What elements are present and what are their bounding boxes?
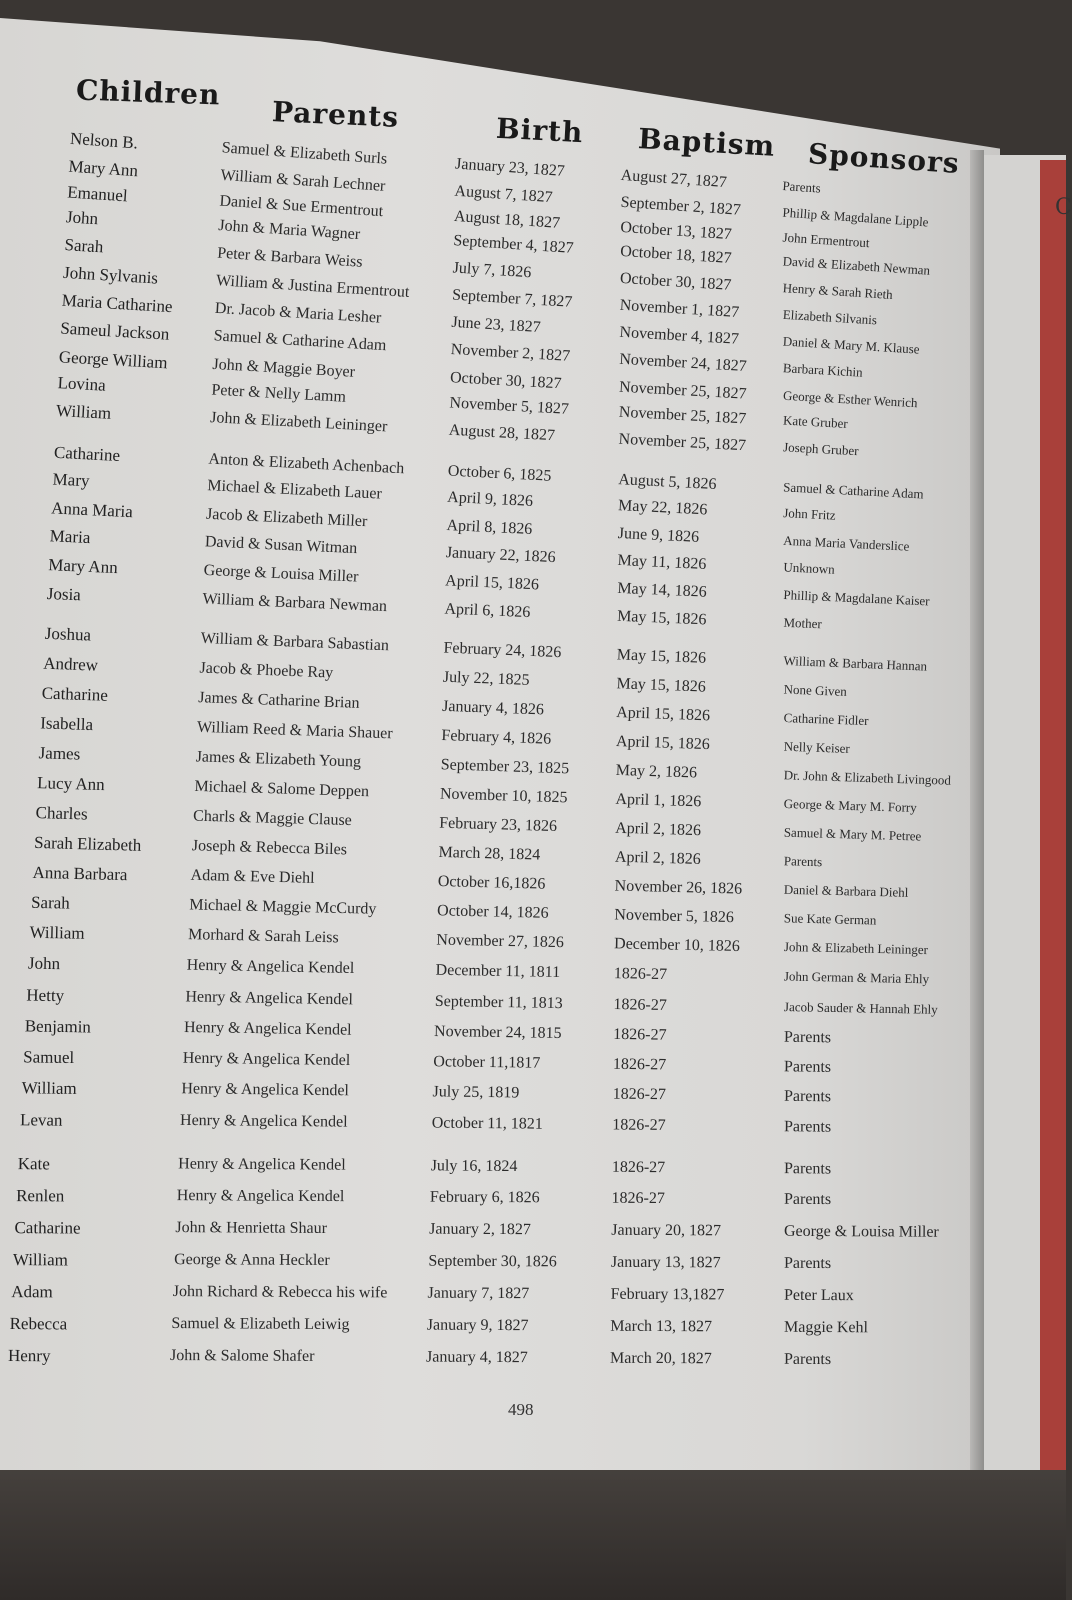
cell-sponsors: Jacob Sauder & Hannah Ehly	[783, 999, 938, 1017]
table-row	[0, 1250, 1000, 1282]
facing-page-text: C	[1055, 195, 1072, 220]
cell-parents: Henry & Angelica Kendel	[176, 1187, 345, 1206]
cell-child: Sarah Elizabeth	[33, 832, 142, 855]
cell-sponsors: George & Louisa Miller	[783, 1222, 939, 1241]
cell-child: Lovina	[57, 373, 107, 395]
cell-baptism: April 2, 1826	[614, 848, 701, 868]
cell-child: Josia	[46, 583, 82, 605]
cell-birth: January 9, 1827	[426, 1316, 529, 1335]
cell-sponsors: John Ermentrout	[782, 229, 870, 251]
cell-sponsors: John German & Maria Ehly	[783, 968, 930, 987]
cell-child: William	[21, 1078, 77, 1098]
header-parents: Parents	[271, 95, 400, 134]
cell-birth: October 11, 1821	[431, 1114, 543, 1133]
cell-child: William	[12, 1250, 68, 1270]
cell-child: William	[55, 400, 112, 423]
cell-birth: January 22, 1826	[445, 544, 556, 567]
cell-child: Rebecca	[9, 1314, 68, 1334]
cell-parents: John & Salome Shafer	[169, 1347, 315, 1365]
cell-child: Catharine	[14, 1218, 81, 1238]
cell-sponsors: Samuel & Mary M. Petree	[783, 824, 922, 844]
cell-parents: Charls & Maggie Clause	[192, 807, 353, 830]
page-number: 498	[508, 1400, 534, 1419]
cell-sponsors: Catharine Fidler	[783, 710, 869, 729]
cell-baptism: November 24, 1827	[618, 350, 748, 376]
cell-baptism: November 25, 1827	[618, 430, 747, 455]
cell-birth: January 7, 1827	[427, 1284, 530, 1303]
cell-child: Mary	[52, 469, 90, 491]
cell-birth: October 11,1817	[433, 1053, 541, 1072]
cell-parents: John Richard & Rebecca his wife	[172, 1283, 388, 1302]
cell-parents: John & Maria Wagner	[217, 217, 361, 244]
cell-child: Renlen	[16, 1186, 65, 1206]
cell-child: Adam	[11, 1282, 53, 1302]
cell-sponsors: William & Barbara Hannan	[783, 652, 928, 674]
cell-sponsors: Parents	[783, 1058, 832, 1076]
cell-birth: December 11, 1811	[435, 961, 561, 982]
cell-sponsors: George & Mary M. Forry	[783, 795, 917, 816]
cell-baptism: 1826-27	[612, 1085, 667, 1104]
cell-birth: August 18, 1827	[453, 207, 561, 232]
cell-birth: January 4, 1826	[441, 697, 545, 719]
cell-baptism: October 18, 1827	[619, 242, 733, 268]
table-row	[0, 1282, 1000, 1314]
cell-child: George William	[58, 347, 168, 373]
table-row	[0, 1154, 1000, 1188]
table-row	[0, 1314, 1000, 1346]
cell-sponsors: Barbara Kichin	[782, 360, 864, 380]
cell-birth: April 6, 1826	[444, 600, 531, 622]
cell-parents: Peter & Nelly Lamm	[211, 381, 347, 406]
cell-parents: Anton & Elizabeth Achenbach	[208, 450, 405, 478]
cell-sponsors: Elizabeth Silvanis	[782, 306, 878, 328]
cell-sponsors: Daniel & Mary M. Klause	[782, 333, 920, 357]
cell-child: Catharine	[53, 442, 121, 466]
header-birth: Birth	[495, 111, 585, 150]
table-row	[0, 1218, 1000, 1250]
cell-baptism: October 30, 1827	[619, 269, 732, 294]
cell-sponsors: Parents	[783, 1254, 832, 1273]
cell-sponsors: David & Elizabeth Newman	[782, 253, 931, 278]
cell-baptism: May 14, 1826	[617, 579, 708, 601]
cell-baptism: 1826-27	[613, 996, 667, 1014]
cell-birth: November 5, 1827	[449, 394, 570, 418]
cell-sponsors: Dr. John & Elizabeth Livingood	[783, 767, 952, 788]
cell-parents: Henry & Angelica Kendel	[181, 1080, 350, 1100]
cell-parents: Daniel & Sue Ermentrout	[218, 192, 384, 221]
cell-baptism: November 26, 1826	[614, 877, 743, 898]
cell-child: Kate	[17, 1154, 50, 1174]
cell-parents: James & Elizabeth Young	[195, 748, 362, 771]
cell-birth: February 4, 1826	[441, 727, 552, 748]
cell-birth: October 6, 1825	[447, 462, 552, 485]
cell-baptism: January 20, 1827	[611, 1221, 722, 1240]
cell-sponsors: None Given	[783, 681, 848, 699]
cell-birth: August 7, 1827	[454, 182, 554, 207]
cell-baptism: March 13, 1827	[610, 1317, 713, 1336]
cell-parents: William & Barbara Newman	[202, 590, 388, 616]
cell-sponsors: John & Elizabeth Leininger	[783, 938, 929, 958]
cell-birth: February 6, 1826	[429, 1188, 540, 1207]
cell-birth: July 16, 1824	[430, 1157, 518, 1176]
cell-child: Benjamin	[24, 1016, 92, 1037]
header-baptism: Baptism	[637, 122, 777, 163]
cell-parents: William Reed & Maria Shauer	[196, 718, 393, 743]
cell-baptism: September 2, 1827	[620, 193, 742, 219]
cell-child: Maria	[49, 526, 91, 548]
cell-parents: Henry & Angelica Kendel	[183, 1018, 352, 1039]
cell-birth: August 28, 1827	[448, 421, 556, 445]
cell-sponsors: Parents	[783, 1028, 832, 1047]
cell-baptism: May 15, 1826	[616, 646, 707, 667]
cell-sponsors: Sue Kate German	[783, 910, 877, 928]
cell-sponsors: Parents	[781, 178, 822, 196]
cell-parents: Henry & Angelica Kendel	[186, 956, 355, 977]
cell-sponsors: Henry & Sarah Rieth	[782, 280, 894, 302]
cell-baptism: November 25, 1827	[618, 403, 747, 428]
cell-parents: Samuel & Elizabeth Surls	[221, 139, 388, 168]
header-children: Children	[75, 73, 221, 112]
cell-child: Joshua	[44, 623, 92, 645]
cell-birth: October 30, 1827	[449, 369, 562, 393]
cell-birth: January 2, 1827	[429, 1220, 531, 1239]
cell-birth: November 2, 1827	[450, 341, 571, 365]
cell-baptism: March 20, 1827	[609, 1349, 712, 1368]
cell-child: Maria Catharine	[61, 290, 174, 317]
cell-child: Nelson B.	[69, 128, 139, 153]
cell-baptism: December 10, 1826	[613, 935, 740, 956]
cell-sponsors: Mother	[783, 614, 823, 632]
cell-parents: Peter & Barbara Weiss	[216, 244, 364, 271]
cell-baptism: April 15, 1826	[615, 704, 711, 725]
cell-sponsors: John Fritz	[782, 505, 837, 523]
cell-baptism: January 13, 1827	[610, 1253, 721, 1272]
cell-birth: January 4, 1827	[425, 1348, 528, 1367]
cell-child: Mary Ann	[68, 156, 139, 181]
table-row	[0, 1346, 1000, 1378]
cell-sponsors: Nelly Keiser	[783, 738, 851, 756]
cell-baptism: May 11, 1826	[617, 551, 707, 573]
cell-baptism: 1826-27	[611, 1158, 666, 1177]
cell-sponsors: Parents	[783, 1160, 832, 1178]
cell-parents: Michael & Salome Deppen	[194, 777, 370, 801]
cell-baptism: May 15, 1826	[616, 607, 707, 629]
cell-birth: November 27, 1826	[436, 931, 565, 952]
cell-parents: Dr. Jacob & Maria Lesher	[214, 299, 382, 327]
cell-sponsors: Kate Gruber	[782, 412, 849, 432]
cell-baptism: October 13, 1827	[619, 218, 733, 244]
cell-birth: September 23, 1825	[440, 756, 570, 778]
cell-sponsors: Phillip & Magdalane Lipple	[782, 204, 930, 230]
cell-parents: Henry & Angelica Kendel	[182, 1049, 351, 1070]
cell-sponsors: Daniel & Barbara Diehl	[783, 881, 909, 900]
cell-parents: Jacob & Elizabeth Miller	[205, 505, 368, 531]
cell-child: Hetty	[26, 985, 65, 1006]
cell-baptism: August 5, 1826	[617, 471, 717, 494]
cell-parents: William & Sarah Lechner	[220, 166, 386, 195]
cell-baptism: April 15, 1826	[615, 732, 711, 754]
cell-parents: David & Susan Witman	[204, 533, 358, 558]
cell-sponsors: Unknown	[783, 559, 836, 577]
cell-birth: February 23, 1826	[439, 814, 558, 836]
cell-parents: William & Barbara Sabastian	[200, 629, 390, 655]
cell-child: John	[27, 953, 61, 974]
cell-parents: Henry & Angelica Kendel	[179, 1111, 348, 1131]
cell-birth: January 23, 1827	[454, 155, 566, 180]
cell-child: Charles	[35, 803, 88, 824]
cell-baptism: November 25, 1827	[618, 378, 747, 403]
cell-birth: April 15, 1826	[444, 572, 540, 594]
cell-parents: George & Louisa Miller	[203, 561, 359, 586]
cell-baptism: May 15, 1826	[616, 675, 707, 696]
cell-child: Samuel	[23, 1047, 75, 1068]
cell-parents: George & Anna Heckler	[174, 1251, 330, 1270]
cell-baptism: February 13,1827	[610, 1285, 725, 1304]
cell-sponsors: Phillip & Magdalane Kaiser	[783, 587, 930, 609]
cell-parents: Henry & Angelica Kendel	[178, 1155, 346, 1174]
cell-baptism: April 2, 1826	[614, 819, 702, 840]
cell-child: Sarah	[30, 892, 71, 913]
cell-baptism: 1826-27	[613, 965, 668, 984]
cell-sponsors: George & Esther Wenrich	[782, 387, 918, 411]
cell-sponsors: Parents	[783, 1118, 832, 1136]
cell-sponsors: Peter Laux	[783, 1286, 854, 1305]
cell-child: Levan	[19, 1110, 63, 1130]
cell-birth: April 9, 1826	[446, 488, 534, 510]
cell-child: Andrew	[42, 653, 99, 675]
cell-birth: September 7, 1827	[451, 286, 573, 311]
cell-child: Isabella	[39, 713, 94, 735]
cell-sponsors: Parents	[783, 1087, 832, 1106]
cell-sponsors: Maggie Kehl	[783, 1318, 869, 1337]
cell-baptism: November 4, 1827	[619, 323, 740, 348]
cell-sponsors: Parents	[783, 853, 823, 870]
cell-child: Anna Barbara	[32, 862, 128, 885]
cell-baptism: April 1, 1826	[615, 790, 702, 811]
cell-baptism: May 22, 1826	[617, 497, 708, 519]
cell-baptism: November 1, 1827	[619, 296, 740, 322]
cell-parents: James & Catharine Brian	[197, 689, 360, 712]
cell-child: James	[38, 743, 81, 764]
cell-baptism: 1826-27	[612, 1055, 667, 1074]
cell-baptism: June 9, 1826	[617, 525, 700, 546]
cell-parents: Henry & Angelica Kendel	[185, 988, 354, 1009]
cell-baptism: 1826-27	[613, 1025, 667, 1044]
cell-baptism: May 2, 1826	[615, 761, 698, 782]
cell-baptism: 1826-27	[612, 1116, 666, 1134]
cell-sponsors: Samuel & Catharine Adam	[782, 479, 924, 502]
cell-sponsors: Parents	[783, 1190, 832, 1209]
cell-parents: John & Elizabeth Leininger	[209, 409, 388, 436]
cell-sponsors: Anna Maria Vanderslice	[783, 532, 910, 554]
cell-parents: Morhard & Sarah Leiss	[187, 926, 339, 947]
cell-parents: William & Justina Ermentrout	[215, 272, 410, 301]
table-row	[0, 1186, 1000, 1218]
cell-parents: Samuel & Catharine Adam	[213, 327, 387, 355]
cell-child: Henry	[7, 1346, 51, 1366]
cell-birth: July 25, 1819	[432, 1083, 520, 1102]
cell-parents: Samuel & Elizabeth Leiwig	[171, 1315, 350, 1334]
cell-birth: July 7, 1826	[452, 259, 532, 282]
cell-child: Emanuel	[66, 182, 129, 206]
cell-birth: July 22, 1825	[442, 668, 530, 689]
cell-birth: March 28, 1824	[438, 843, 541, 864]
cell-parents: John & Maggie Boyer	[212, 355, 356, 381]
cell-child: John Sylvanis	[62, 262, 159, 288]
cell-child: Sameul Jackson	[59, 318, 170, 344]
cell-birth: June 23, 1827	[450, 313, 542, 337]
cell-birth: November 24, 1815	[433, 1022, 562, 1043]
cell-baptism: 1826-27	[611, 1189, 665, 1208]
cell-birth: April 8, 1826	[446, 516, 533, 538]
cell-parents: Michael & Elizabeth Lauer	[206, 477, 383, 503]
cell-parents: Michael & Maggie McCurdy	[189, 896, 377, 918]
cell-child: Anna Maria	[50, 498, 134, 522]
cell-child: Lucy Ann	[36, 773, 105, 795]
cell-birth: November 10, 1825	[439, 785, 568, 807]
cell-sponsors: Parents	[783, 1350, 832, 1369]
cell-child: Mary Ann	[47, 555, 119, 578]
cell-child: Sarah	[64, 235, 104, 257]
cell-parents: Joseph & Rebecca Biles	[191, 837, 348, 859]
cell-birth: September 4, 1827	[452, 232, 575, 257]
cell-child: Catharine	[41, 683, 109, 705]
cell-birth: October 14, 1826	[436, 902, 549, 922]
cell-parents: Adam & Eve Diehl	[190, 866, 315, 887]
book-cover-edge	[1040, 160, 1066, 1470]
cell-baptism: August 27, 1827	[620, 166, 728, 192]
cell-child: John	[65, 207, 99, 229]
cell-birth: February 24, 1826	[443, 639, 562, 662]
table-row	[0, 1110, 1000, 1146]
cell-parents: Jacob & Phoebe Ray	[199, 659, 334, 682]
cell-birth: October 16,1826	[437, 873, 546, 893]
cell-sponsors: Joseph Gruber	[782, 439, 859, 459]
cell-baptism: November 5, 1826	[614, 906, 735, 927]
header-sponsors: Sponsors	[807, 137, 961, 180]
cell-parents: John & Henrietta Shaur	[175, 1219, 328, 1237]
cell-birth: September 30, 1826	[428, 1252, 557, 1271]
cell-child: William	[29, 922, 85, 943]
cell-birth: September 11, 1813	[434, 992, 563, 1013]
